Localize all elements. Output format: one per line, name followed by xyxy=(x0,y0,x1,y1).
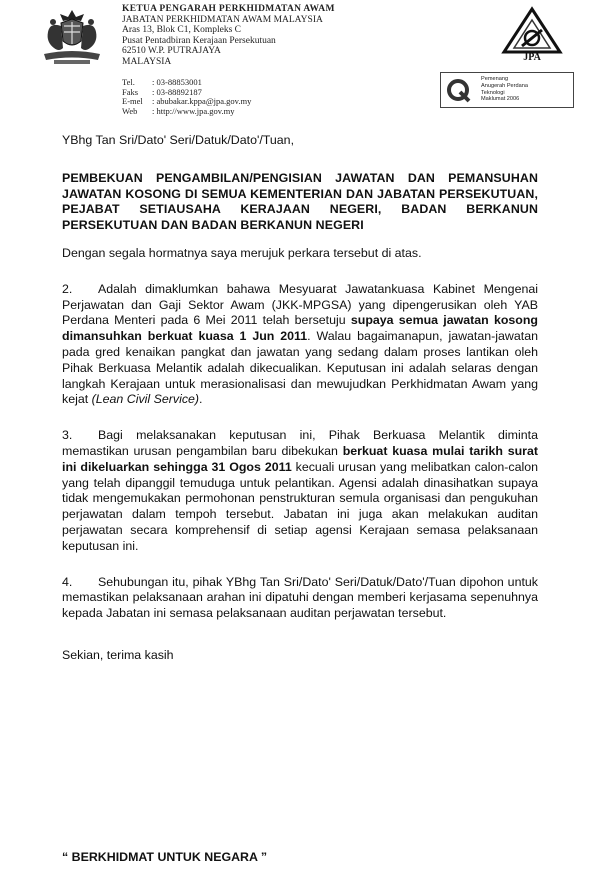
org-line: Aras 13, Blok C1, Kompleks C xyxy=(122,25,242,36)
contact-details xyxy=(122,78,251,116)
contact-label: Faks xyxy=(122,86,139,97)
paragraph-text: Sehubungan itu, pihak YBhg Tan Sri/Dato' Seri/Datuk/Dato'/Tuan dipohon untuk memastikan pelaksanaan arahan ini dipatuhi dengan memberi kerjasama sepenuhnya kepada Jabatan ini semasa pelaksanaan auditan perjawatan tersebut. xyxy=(62,574,538,621)
contact-value: : 03-88892187 xyxy=(152,86,202,97)
paragraph-text: Bagi melaksanakan keputusan ini, Pihak Berkuasa Melantik diminta memastikan urusan pengambilan baru dibekukan xyxy=(62,428,538,458)
org-line: JABATAN PERKHIDMATAN AWAM MALAYSIA xyxy=(122,14,323,25)
contact-row xyxy=(122,107,251,117)
intro-paragraph: Dengan segala hormatnya saya merujuk perkara tersebut di atas. xyxy=(62,245,422,260)
award-line: Teknologi xyxy=(481,89,505,96)
salutation: YBhg Tan Sri/Dato' Seri/Datuk/Dato'/Tuan, xyxy=(62,133,295,147)
paragraph-number: 4. xyxy=(62,574,73,589)
award-line: Maklumat 2006 xyxy=(481,96,520,103)
contact-value: : http://www.jpa.gov.my xyxy=(152,105,235,116)
letterhead xyxy=(0,0,600,125)
paragraph-number: 3. xyxy=(62,428,73,443)
org-line: Pusat Pentadbiran Kerajaan Persekutuan xyxy=(122,35,276,46)
contact-value: : 03-88853001 xyxy=(152,77,202,87)
contact-label: Tel. xyxy=(122,77,135,87)
letter-body xyxy=(62,133,538,664)
award-line: Pemenang xyxy=(481,76,509,82)
letter-subject: PEMBEKUAN PENGAMBILAN/PENGISIAN JAWATAN DAN PEMANSUHAN JAWATAN KOSONG DI SEMUA KEMENTERIAN DAN JABATAN PERSEKUTUAN, PEJABAT SETIAUSAHA KERAJAAN NEGERI, BADAN BERKANUN PERSEKUTUAN DAN BADAN BERKANUN NEGERI xyxy=(62,170,538,233)
paragraph-text: Adalah dimaklumkan bahawa Mesyuarat Jawatankuasa Kabinet Mengenai Perjawatan dan Gaji Sektor Awam (JKK-MPGSA) yang dipengerusikan oleh YAB Perdana Menteri pada 6 Mei 2011 telah bersetuju xyxy=(62,281,538,328)
org-line: 62510 W.P. PUTRAJAYA xyxy=(122,46,221,57)
paragraph-text: kecuali urusan yang melibatkan calon-calon yang telah dipanggil temuduga untuk pelantikan. Agensi adalah dinasihatkan supaya tidak mengemukakan permohonan penstrukturan semula organisasi dan pengukuhan perjawatan dalam tempoh tersebut. Jabatan ini juga akan melakukan auditan perjawatan secara komprehensif di setiap agensi Kerajaan semasa pelaksanaan keputusan ini. xyxy=(62,459,538,553)
paragraph-text: . xyxy=(199,392,203,407)
motto: “ BERKHIDMAT UNTUK NEGARA ” xyxy=(62,850,268,864)
paragraph-2 xyxy=(62,282,538,408)
coat-of-arms-icon xyxy=(32,8,112,74)
award-line: Anugerah Perdana xyxy=(481,82,528,89)
paragraph-italic: (Lean Civil Service) xyxy=(91,392,200,407)
contact-label: E-mel xyxy=(122,96,143,107)
paragraph-4 xyxy=(62,575,538,622)
award-text xyxy=(481,76,528,103)
contact-value: : abubakar.kppa@jpa.gov.my xyxy=(152,96,252,107)
jpa-logo-text: JPA xyxy=(523,52,541,63)
contact-label: Web xyxy=(122,105,138,116)
paragraph-number: 2. xyxy=(62,281,73,296)
award-badge xyxy=(440,72,574,108)
paragraph-emphasis: supaya semua jawatan kosong dimansuhkan berkuat kuasa 1 Jun 2011 xyxy=(62,313,538,344)
org-line: KETUA PENGARAH PERKHIDMATAN AWAM xyxy=(122,4,335,14)
paragraph-text: . Walau bagaimanapun, jawatan-jawatan pada gred kenaikan pangkat dan jawatan yang sedang dalam proses lantikan oleh Pihak Berkuasa Melantik adalah dikecualikan. Keputusan ini adalah selaras dengan langkah Kerajaan untuk merasionalisasi dan mewujudkan Perkhidmatan Awam yang kejat xyxy=(62,329,538,407)
paragraph-3 xyxy=(62,428,538,554)
closing: Sekian, terima kasih xyxy=(62,647,174,662)
paragraph-emphasis: berkuat kuasa mulai tarikh surat ini dikeluarkan sehingga 31 Ogos 2011 xyxy=(62,443,538,474)
organization-address xyxy=(122,4,335,68)
org-line: MALAYSIA xyxy=(122,56,172,67)
award-q-icon xyxy=(445,77,471,103)
